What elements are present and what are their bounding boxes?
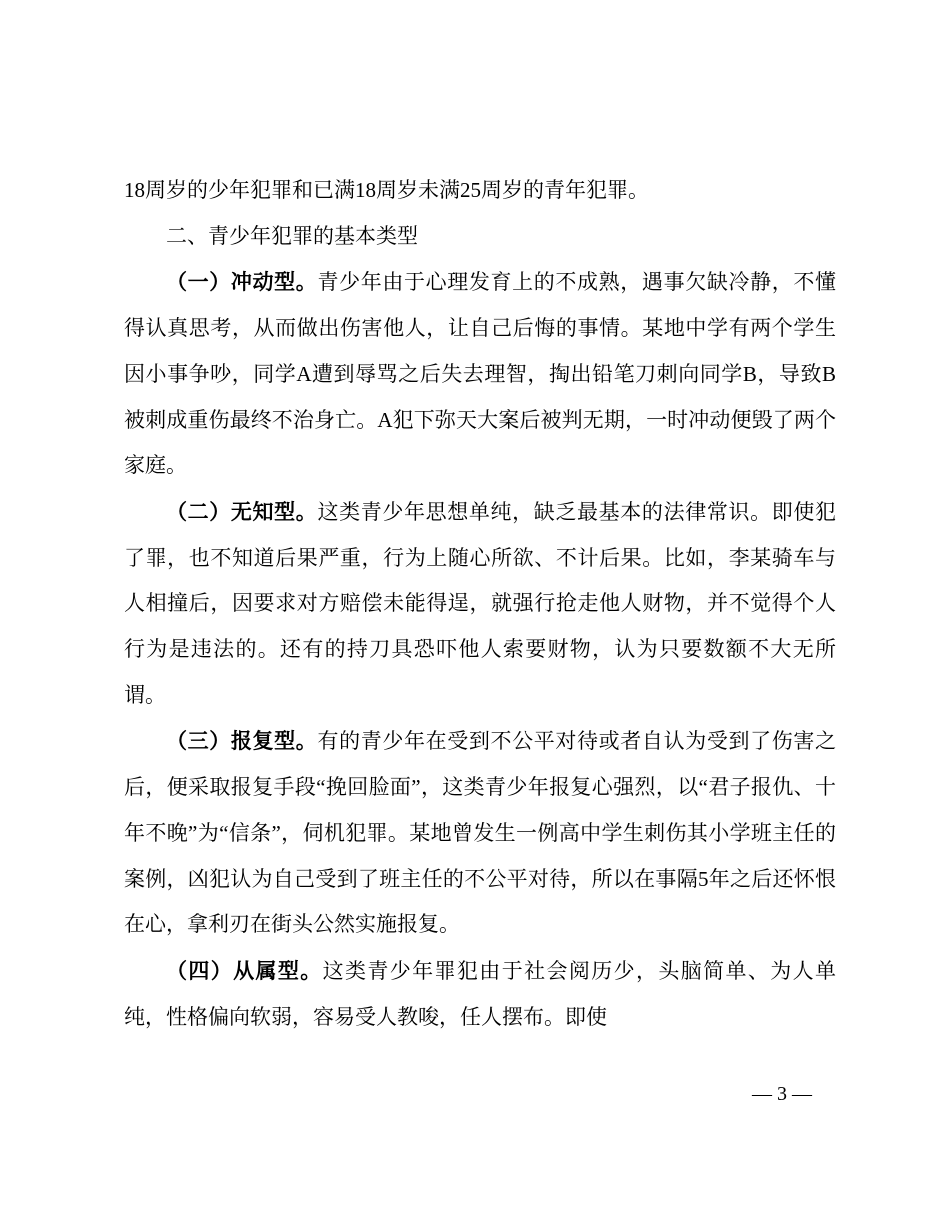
paragraph-text: 这类青少年思想单纯，缺乏最基本的法律常识。即使犯了罪，也不知道后果严重，行为上随心所欲、不计后果。比如，李某骑车与人相撞后，因要求对方赔偿未能得逞，就强行抢走他人财物，并不觉得个人行为是违法的。还有的持刀具恐吓他人索要财物，认为只要数额不大无所谓。 (124, 499, 837, 707)
paragraph-text: 青少年由于心理发育上的不成熟，遇事欠缺冷静，不懂得认真思考，从而做出伤害他人，让自己后悔的事情。某地中学有两个学生因小事争吵，同学A遭到辱骂之后失去理智，掏出铅笔刀刺向同学B，导致B被刺成重伤最终不治身亡。A犯下弥天大案后被判无期，一时冲动便毁了两个家庭。 (124, 270, 837, 478)
continuation-paragraph: 18周岁的少年犯罪和已满18周岁未满25周岁的青年犯罪。 (124, 178, 649, 202)
document-body (124, 168, 836, 1040)
paragraph-impulsive (124, 259, 836, 489)
paragraph-text: 有的青少年在受到不公平对待或者自认为受到了伤害之后，便采取报复手段“挽回脸面”，这类青少年报复心强烈，以“君子报仇、十年不晚”为“信条”，伺机犯罪。某地曾发生一例高中学生刺伤其小学班主任的案例，凶犯认为自己受到了班主任的不公平对待，所以在事隔5年之后还怀恨在心，拿利刃在街头公然实施报复。 (124, 729, 837, 937)
paragraph-subordinate (124, 948, 836, 1040)
paragraph-ignorant (124, 489, 836, 719)
subheading-revenge: （三）报复型。 (166, 728, 318, 754)
paragraph-revenge (124, 718, 836, 948)
subheading-subordinate: （四）从属型。 (166, 957, 323, 983)
section-heading: 二、青少年犯罪的基本类型 (166, 223, 418, 248)
page-number: — 3 — (752, 1083, 812, 1105)
subheading-impulsive: （一）冲动型。 (166, 269, 318, 295)
paragraph-text: 这类青少年罪犯由于社会阅历少，头脑简单、为人单纯，性格偏向软弱，容易受人教唆，任人摆布。即使 (124, 958, 836, 1029)
subheading-ignorant: （二）无知型。 (166, 498, 318, 524)
